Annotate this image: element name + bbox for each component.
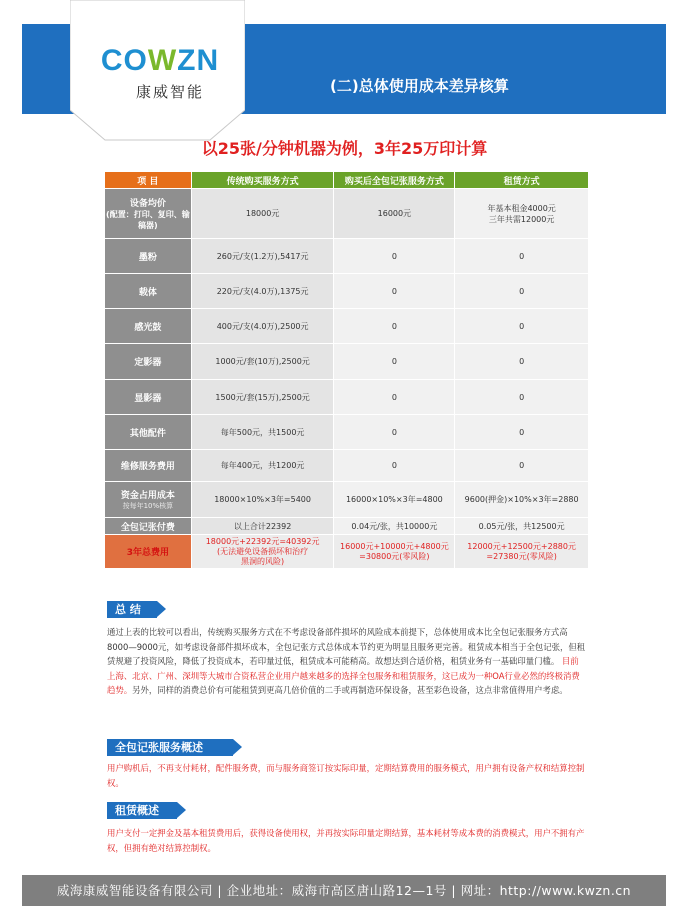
cell: 0.04元/张，共10000元 <box>334 518 455 535</box>
cell: 每年400元，共1200元 <box>191 450 334 482</box>
cell: 0 <box>455 380 589 415</box>
cell: 260元/支(1.2万),5417元 <box>191 239 334 274</box>
table-row <box>105 309 589 344</box>
cell: 18000×10%×3年=5400 <box>191 482 334 518</box>
lease-tag: 租赁概述 <box>107 802 177 819</box>
footer: 威海康威智能设备有限公司 | 企业地址：威海市高区唐山路12—1号 | 网址：http://www.kwzn.cn <box>22 875 666 906</box>
fullservice-tag: 全包记张服务概述 <box>107 739 233 756</box>
table-total-row <box>105 535 589 569</box>
logo-wordmark: COWZN <box>100 44 220 77</box>
cell: 0 <box>334 415 455 450</box>
cell: 12000元+12500元+2880元 =27380元(零风险) <box>455 535 589 569</box>
cell: 0 <box>455 274 589 309</box>
cell: 1000元/套(10万),2500元 <box>191 344 334 380</box>
row-label: 其他配件 <box>105 415 192 450</box>
table-row <box>105 344 589 380</box>
cell: 每年500元，共1500元 <box>191 415 334 450</box>
row-label: 全包记张付费 <box>105 518 192 535</box>
cell: 0 <box>334 344 455 380</box>
page-title: (二)总体使用成本差异核算 <box>330 77 509 95</box>
row-label: 资金占用成本 按每年10%核算 <box>105 482 192 518</box>
logo-subtitle: 康威智能 <box>135 83 204 101</box>
summary-tag: 总 结 <box>107 601 157 618</box>
row-label: 载体 <box>105 274 192 309</box>
lease-text: 用户支付一定押金及基本租赁费用后，获得设备使用权，并再按实际印量定期结算，基本耗材等成本费的消费模式，用户不拥有产权，但拥有绝对结算控制权。 <box>107 828 585 853</box>
header-lease: 租赁方式 <box>455 172 589 189</box>
cell: 0 <box>455 309 589 344</box>
cell: 0 <box>455 344 589 380</box>
cell: 0 <box>334 274 455 309</box>
cell: 年基本租金4000元 三年共需12000元 <box>455 189 589 239</box>
cell: 1500元/套(15万),2500元 <box>191 380 334 415</box>
cell: 0 <box>455 450 589 482</box>
header-item: 项 目 <box>105 172 192 189</box>
row-label: 3年总费用 <box>105 535 192 569</box>
cell: 0 <box>455 415 589 450</box>
cell: 16000元+10000元+4800元 =30800元(零风险) <box>334 535 455 569</box>
table-row <box>105 274 589 309</box>
cell: 9600(押金)×10%×3年=2880 <box>455 482 589 518</box>
row-label: 设备均价 (配置：打印、复印、输稿器) <box>105 189 192 239</box>
table-row <box>105 518 589 535</box>
row-label: 墨粉 <box>105 239 192 274</box>
header-fullservice: 购买后全包记张服务方式 <box>334 172 455 189</box>
table-row <box>105 380 589 415</box>
summary-text: 通过上表的比较可以看出，传统购买服务方式在不考虑设备部件损坏的风险成本前提下，总体使用成本比全包记张服务方式高8000—9000元，如考虑设备部件损坏成本，全包记张方式总体成本节约更为明显且服务更完善。租赁成本相当于全包记张，但租赁规避了投资风险，降低了投资成本，若印量过低，租赁成本可能稍高。故想达到合适价格，租赁业务有一基础印量门槛。 目前上海、北京、广州、深圳等大城市合资私营企业用户越来越多的选择全包服务和租赁服务，这已成为一种OA行业必然的终极消费趋势。另外，同样的消费总价有可能租赁到更高几倍价值的二手或再制造环保设备，甚至彩色设备，这点非常值得用户考虑。 <box>107 627 586 695</box>
row-label: 定影器 <box>105 344 192 380</box>
cell: 0.05元/张，共12500元 <box>455 518 589 535</box>
cell: 18000元+22392元=40392元 (无法避免设备损坏和治疗 黑洞的风险) <box>191 535 334 569</box>
section-subtitle: 以25张/分钟机器为例，3年25万印计算 <box>201 139 488 158</box>
cell: 0 <box>334 380 455 415</box>
cell: 0 <box>334 239 455 274</box>
table-row <box>105 239 589 274</box>
table-header-row <box>105 172 589 189</box>
table-row <box>105 415 589 450</box>
table-row <box>105 189 589 239</box>
cell: 以上合计22392 <box>191 518 334 535</box>
cell: 0 <box>455 239 589 274</box>
table-row <box>105 482 589 518</box>
cell: 16000元 <box>334 189 455 239</box>
cell: 18000元 <box>191 189 334 239</box>
table-row <box>105 450 589 482</box>
fullservice-text: 用户购机后，不再支付耗材，配件服务费，而与服务商签订按实际印量，定期结算费用的服务模式，用户拥有设备产权和结算控制权。 <box>107 763 585 788</box>
cell: 0 <box>334 450 455 482</box>
row-label: 维修服务费用 <box>105 450 192 482</box>
cell: 220元/支(4.0万),1375元 <box>191 274 334 309</box>
header-traditional: 传统购买服务方式 <box>191 172 334 189</box>
cell: 0 <box>334 309 455 344</box>
cost-comparison-table <box>104 171 589 569</box>
row-label: 感光鼓 <box>105 309 192 344</box>
cell: 16000×10%×3年=4800 <box>334 482 455 518</box>
row-label: 显影器 <box>105 380 192 415</box>
cell: 400元/支(4.0万),2500元 <box>191 309 334 344</box>
